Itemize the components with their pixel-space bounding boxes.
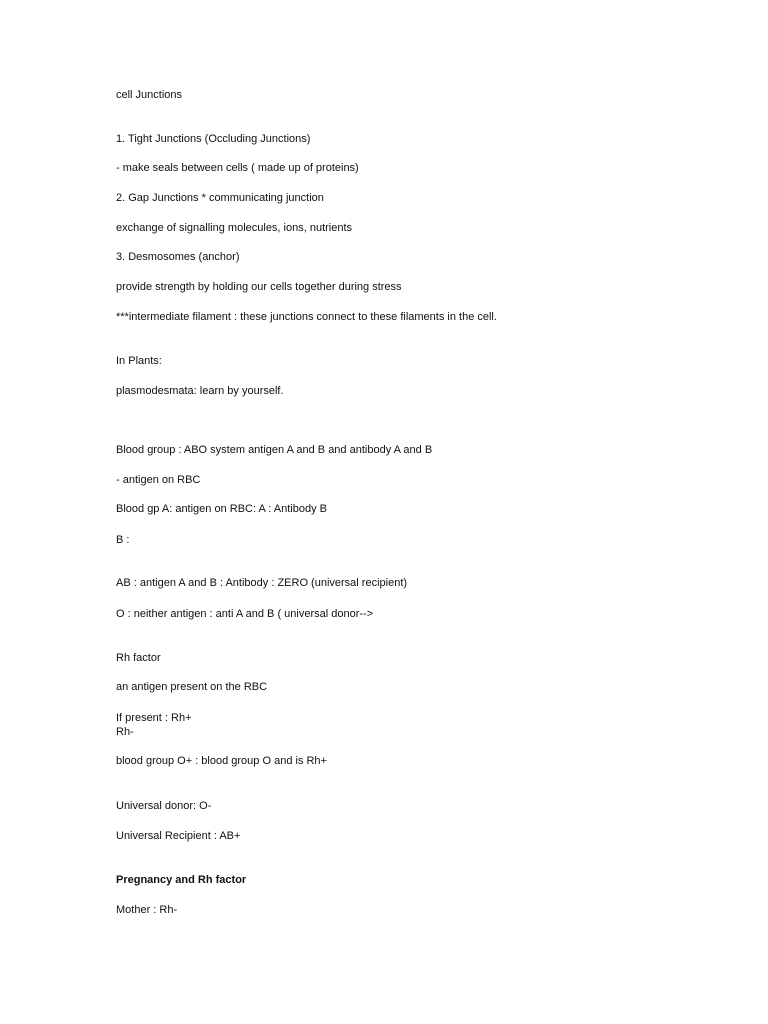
doc-line: plasmodesmata: learn by yourself. [116, 385, 284, 397]
doc-line: exchange of signalling molecules, ions, nutrients [116, 222, 353, 234]
doc-line: If present : Rh+ [116, 712, 192, 724]
doc-heading: Pregnancy and Rh factor [116, 874, 247, 886]
doc-line: Rh- [116, 726, 134, 738]
doc-line: Rh factor [116, 652, 161, 664]
doc-line: Blood gp A: antigen on RBC: A : Antibody B [116, 503, 327, 515]
doc-line: provide strength by holding our cells together during stress [116, 281, 402, 293]
doc-line: Mother : Rh- [116, 904, 178, 916]
doc-line: B : [116, 534, 130, 546]
doc-line: Universal donor: O- [116, 800, 212, 812]
doc-line: 2. Gap Junctions * communicating junction [116, 192, 324, 204]
doc-line: 1. Tight Junctions (Occluding Junctions) [116, 133, 311, 145]
doc-line: AB : antigen A and B : Antibody : ZERO (universal recipient) [116, 577, 408, 589]
doc-line: ***intermediate filament : these junctions connect to these filaments in the cell. [116, 311, 497, 323]
doc-line: O : neither antigen : anti A and B ( universal donor--> [116, 608, 374, 620]
doc-line: - antigen on RBC [116, 474, 201, 486]
doc-line: Universal Recipient : AB+ [116, 830, 241, 842]
doc-line: an antigen present on the RBC [116, 681, 268, 693]
doc-line: 3. Desmosomes (anchor) [116, 251, 240, 263]
doc-title: cell Junctions [116, 89, 183, 101]
doc-line: blood group O+ : blood group O and is Rh+ [116, 755, 327, 767]
doc-line: In Plants: [116, 355, 162, 367]
doc-line: Blood group : ABO system antigen A and B and antibody A and B [116, 444, 433, 456]
doc-line: - make seals between cells ( made up of proteins) [116, 162, 359, 174]
